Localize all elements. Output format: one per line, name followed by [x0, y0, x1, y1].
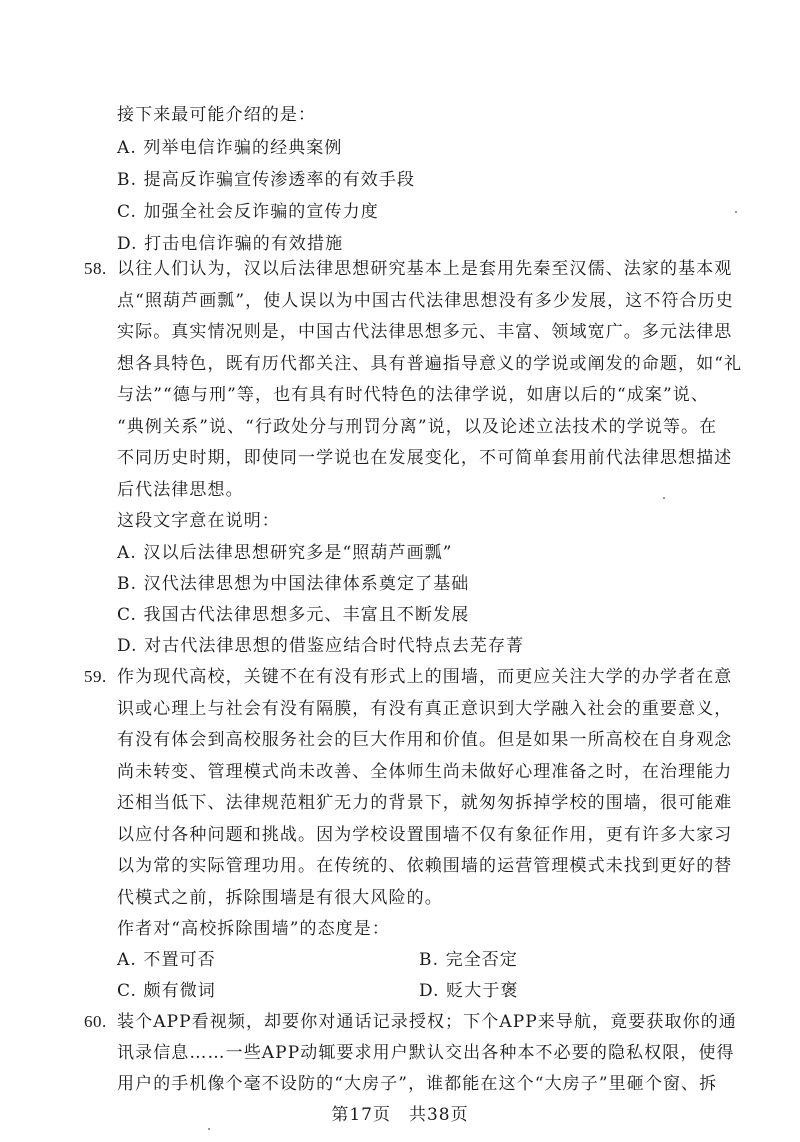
q59-passage-line: 作为现代高校，关键不在有没有形式上的围墙，而更应关注大学的办学者在意: [117, 667, 733, 687]
q59-passage-line: 有没有体会到高校服务社会的巨大作用和价值。但是如果一所高校在自身观念: [117, 730, 733, 750]
q59-passage-line: 以为常的实际管理功用。在传统的、依赖围墙的运营管理模式未找到更好的替: [117, 856, 733, 876]
q58-option-a: A. 汉以后法律思想研究多是“照葫芦画瓢”: [117, 543, 453, 563]
q58-passage-line: 不同历史时期，即使同一学说也在发展变化，不可简单套用前代法律思想描述: [117, 448, 733, 468]
q58-passage-line: 以往人们认为，汉以后法律思想研究基本上是套用先秦至汉儒、法家的基本观: [117, 259, 733, 279]
q59-number: 59.: [84, 667, 107, 686]
q58-number: 58.: [84, 259, 107, 278]
q59-option-d: D. 贬大于褒: [419, 981, 519, 1001]
page-footer: 第17页 共38页: [331, 1105, 469, 1125]
q59-passage-line: 代模式之前，拆除围墙是有很大风险的。: [117, 887, 443, 908]
q57-option-b: B. 提高反诈骗宣传渗透率的有效手段: [117, 170, 416, 190]
q60-passage-line: 装个APP看视频，却要你对通话记录授权；下个APP来导航，竟要获取你的通: [117, 1012, 737, 1032]
q58-option-b: B. 汉代法律思想为中国法律体系奠定了基础: [117, 574, 470, 594]
q58-passage-line: 后代法律思想。: [117, 479, 244, 500]
q58-prompt: 这段文字意在说明：: [117, 511, 280, 531]
q59-passage-line: 识或心理上与社会有没有隔膜，有没有真正意识到大学融入社会的重要意义，: [117, 698, 733, 719]
q59-passage-line: 尚未转变、管理模式尚未改善、全体师生尚未做好心理准备之时，在治理能力: [117, 761, 733, 782]
q57-prompt: 接下来最可能介绍的是：: [117, 105, 317, 125]
q60-passage-line: 用户的手机像个毫不设防的“大房子”，谁都能在这个“大房子”里砸个窗、拆: [117, 1074, 718, 1094]
q59-option-c: C. 颇有微词: [117, 981, 216, 1001]
scan-speck: [663, 497, 665, 499]
q58-passage-line: 实际。真实情况则是，中国古代法律思想多元、丰富、领域宽广。多元法律思: [117, 322, 733, 342]
q58-option-d: D. 对古代法律思想的借鉴应结合时代特点去芜存菁: [117, 636, 525, 656]
q59-passage-line: 还相当低下、法律规范粗犷无力的背景下，就匆匆拆掉学校的围墙，很可能难: [117, 793, 733, 813]
scan-speck: [208, 1128, 210, 1130]
q57-option-a: A. 列举电信诈骗的经典案例: [117, 138, 343, 158]
q58-passage-line: 想各具特色，既有历代都关注、具有普遍指导意义的学说或阐发的命题，如“礼: [117, 353, 743, 374]
q59-prompt: 作者对“高校拆除围墙”的态度是：: [117, 919, 390, 939]
scan-speck: [735, 211, 737, 213]
q60-number: 60.: [84, 1012, 107, 1031]
q60-passage-line: 讯录信息……一些APP动辄要求用户默认交出各种本不必要的隐私权限，使得: [117, 1043, 735, 1063]
q59-option-a: A. 不置可否: [117, 950, 216, 970]
q58-passage-line: 与法”“德与刑”等，也有具有时代特色的法律学说，如唐以后的“成案”说、: [117, 385, 709, 405]
q58-passage-line: 点“照葫芦画瓢”，使人误以为中国古代法律思想没有多少发展，这不符合历史: [117, 290, 734, 311]
q58-option-c: C. 我国古代法律思想多元、丰富且不断发展: [117, 605, 470, 625]
q57-option-c: C. 加强全社会反诈骗的宣传力度: [117, 202, 379, 222]
q57-option-d: D. 打击电信诈骗的有效措施: [117, 234, 344, 254]
q58-passage-line: “典例关系”说、“行政处分与刑罚分离”说，以及论述立法技术的学说等。在: [117, 416, 718, 437]
q59-option-b: B. 完全否定: [419, 950, 519, 970]
q59-passage-line: 以应付各种问题和挑战。因为学校设置围墙不仅有象征作用，更有许多大家习: [117, 824, 733, 845]
